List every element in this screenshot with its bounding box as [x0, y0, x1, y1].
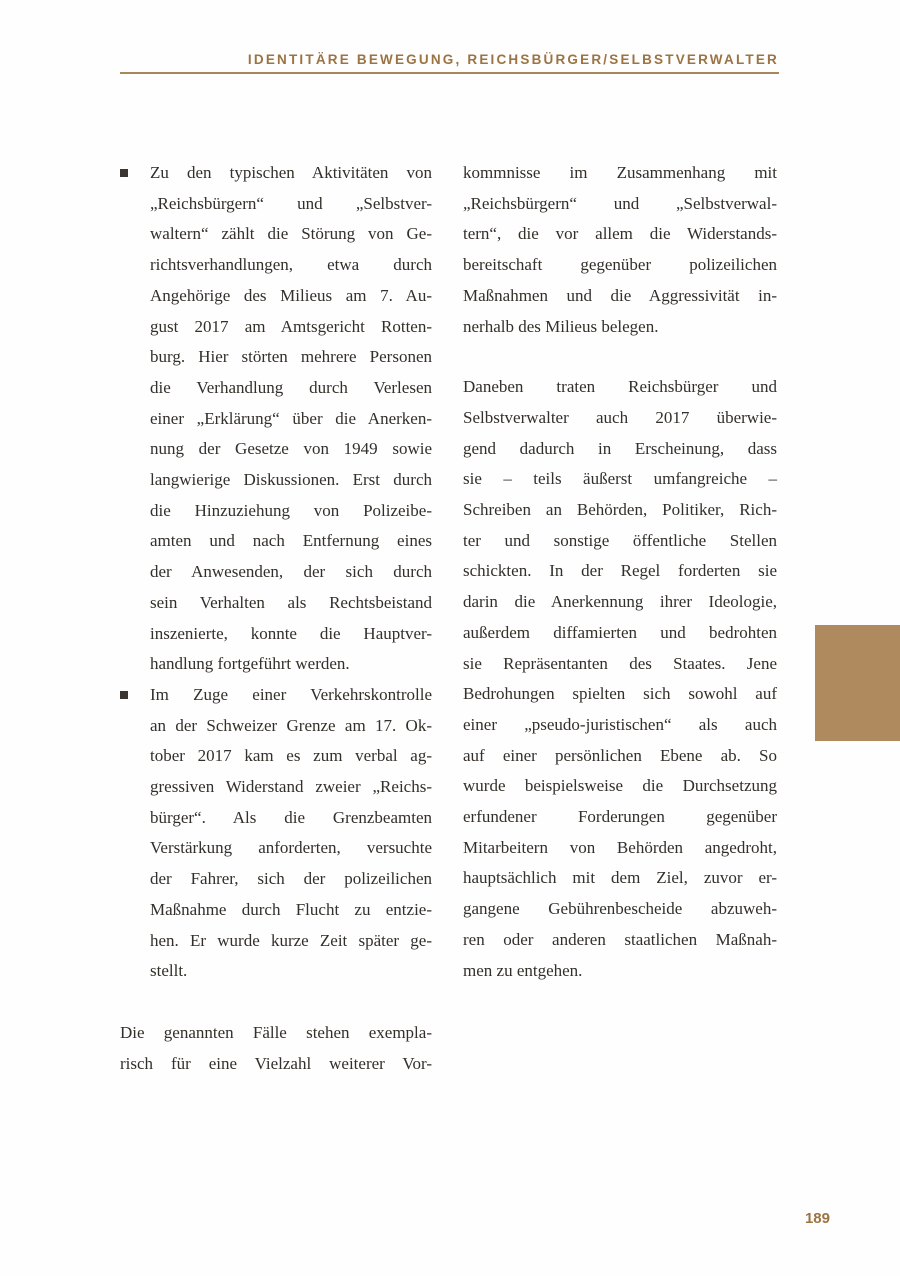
text-line: waltern“ zählt die Störung von Ge-: [150, 224, 432, 244]
text-line: kommnisse im Zusammenhang mit: [463, 163, 777, 182]
text-line: der Fahrer, sich der polizeilichen: [150, 869, 432, 889]
chapter-heading: IDENTITÄRE BEWEGUNG, REICHSBÜRGER/SELBSTVERWALTER: [247, 52, 779, 67]
text-line: Im Zuge einer Verkehrskontrolle: [150, 684, 432, 704]
text-line: nerhalb des Milieus belegen.: [463, 316, 659, 336]
text-line: hauptsächlich mit dem Ziel, zuvor er-: [463, 868, 777, 888]
text-line: tober 2017 kam es zum verbal ag-: [150, 746, 432, 766]
text-line: die Hinzuziehung von Polizeibe-: [150, 500, 432, 520]
paragraph: [463, 372, 777, 986]
text-line: einer „Erklärung“ über die Anerken-: [150, 408, 432, 428]
text-line: langwierige Diskussionen. Erst durch: [150, 470, 432, 490]
text-line: richtsverhandlungen, etwa durch: [150, 255, 432, 275]
page-header: [120, 52, 779, 74]
paragraph: [120, 1018, 432, 1079]
text-line: nung der Gesetze von 1949 sowie: [150, 439, 432, 459]
square-bullet-icon: [120, 169, 128, 177]
text-line: tern“, die vor allem die Widerstands-: [463, 224, 777, 244]
bullet-item: [120, 680, 432, 987]
text-line: erfundener Forderungen gegenüber: [463, 807, 777, 827]
text-line: an der Schweizer Grenze am 17. Ok-: [150, 715, 432, 735]
left-column: [120, 158, 432, 1079]
text-line: wurde beispielsweise die Durchsetzung: [463, 776, 777, 796]
text-line: Schreiben an Behörden, Politiker, Rich-: [463, 500, 777, 520]
text-line: auf einer persönlichen Ebene ab. So: [463, 745, 777, 765]
square-bullet-icon: [120, 691, 128, 699]
text-line: handlung fortgeführt werden.: [150, 654, 350, 674]
text-line: gust 2017 am Amtsgericht Rotten-: [150, 316, 432, 336]
text-line: die Verhandlung durch Verlesen: [150, 377, 432, 397]
text-line: Selbstverwalter auch 2017 überwie-: [463, 407, 777, 427]
text-line: men zu entgehen.: [463, 960, 583, 980]
text-line: ter und sonstige öffentliche Stellen: [463, 530, 777, 550]
text-line: inszenierte, konnte die Hauptver-: [150, 623, 432, 643]
text-line: ren oder anderen staatlichen Maßnah-: [463, 929, 777, 949]
bullet-item: [120, 158, 432, 680]
text-line: gend dadurch in Erscheinung, dass: [463, 438, 777, 458]
text-line: einer „pseudo-juristischen“ als auch: [463, 714, 777, 734]
text-line: Mitarbeitern von Behörden angedroht,: [463, 837, 777, 857]
chapter-tab-marker: [815, 625, 900, 741]
bullet-paragraph: [150, 158, 432, 680]
text-line: schickten. In der Regel forderten sie: [463, 561, 777, 581]
text-line: Daneben traten Reichsbürger und: [463, 377, 777, 397]
text-line: „Reichsbürgern“ und „Selbstver-: [150, 193, 432, 213]
header-rule: [120, 72, 779, 74]
text-line: Zu den typischen Aktivitäten von: [150, 163, 432, 182]
text-line: Die genannten Fälle stehen exempla-: [120, 1022, 432, 1042]
text-line: sie – teils äußerst umfangreiche –: [463, 469, 777, 489]
text-line: risch für eine Vielzahl weiterer Vor-: [120, 1053, 432, 1073]
text-line: der Anwesenden, der sich durch: [150, 562, 432, 582]
text-line: hen. Er wurde kurze Zeit später ge-: [150, 930, 432, 950]
right-column: [463, 158, 777, 1079]
text-line: amten und nach Entfernung eines: [150, 531, 432, 551]
text-line: gangene Gebührenbescheide abzuweh-: [463, 899, 777, 919]
text-line: burg. Hier störten mehrere Personen: [150, 347, 432, 367]
text-line: gressiven Widerstand zweier „Reichs-: [150, 777, 432, 797]
text-line: Angehörige des Milieus am 7. Au-: [150, 285, 432, 305]
text-line: stellt.: [150, 961, 188, 981]
text-line: bürger“. Als die Grenzbeamten: [150, 807, 432, 827]
text-line: sein Verhalten als Rechtsbeistand: [150, 592, 432, 612]
text-line: Maßnahmen und die Aggressivität in-: [463, 285, 777, 305]
text-line: darin die Anerkennung ihrer Ideologie,: [463, 592, 777, 612]
text-line: Maßnahme durch Flucht zu entzie-: [150, 899, 432, 919]
text-line: „Reichsbürgern“ und „Selbstverwal-: [463, 193, 777, 213]
text-line: bereitschaft gegenüber polizeilichen: [463, 255, 777, 275]
text-line: sie Repräsentanten des Staates. Jene: [463, 653, 777, 673]
bullet-paragraph: [150, 680, 432, 987]
text-content: [120, 158, 777, 1079]
text-line: Bedrohungen spielten sich sowohl auf: [463, 684, 777, 704]
text-line: Verstärkung anforderten, versuchte: [150, 838, 432, 858]
page-number: 189: [804, 1210, 830, 1227]
paragraph: [463, 158, 777, 342]
text-line: außerdem diffamierten und bedrohten: [463, 622, 777, 642]
